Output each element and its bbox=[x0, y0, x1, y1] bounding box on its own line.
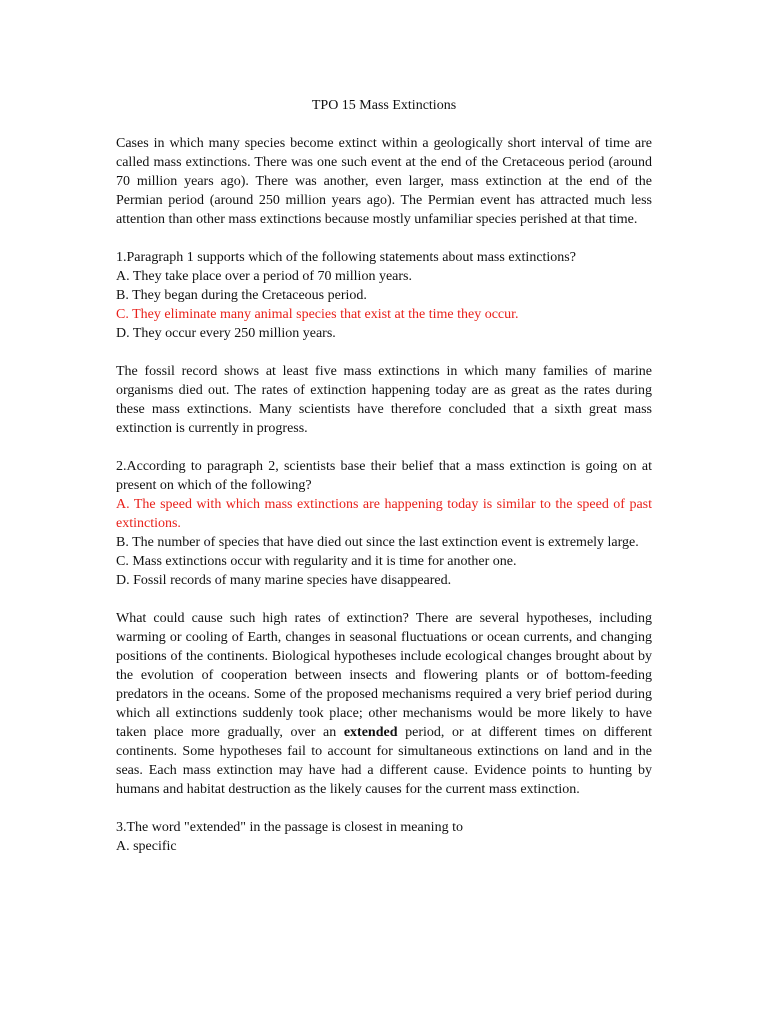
document-title: TPO 15 Mass Extinctions bbox=[311, 98, 457, 113]
question-2 bbox=[116, 457, 652, 590]
question-2-option-d: D. Fossil records of many marine species have disappeared. bbox=[116, 573, 452, 588]
question-1-option-c-correct: C. They eliminate many animal species that exist at the time they occur. bbox=[116, 307, 519, 322]
question-3 bbox=[116, 818, 652, 856]
question-1-option-a: A. They take place over a period of 70 million years. bbox=[116, 269, 412, 284]
question-2-prompt: 2.According to paragraph 2, scientists base their belief that a mass extinction is going on at present on which of the following? bbox=[116, 459, 652, 493]
question-1-option-b: B. They began during the Cretaceous period. bbox=[116, 288, 367, 303]
document-page bbox=[116, 96, 652, 875]
paragraph-2: The fossil record shows at least five mass extinctions in which many families of marine organisms died out. The rates of extinction happening today are as great as the rates during these mass extinctions. Many scientists have therefore concluded that a sixth great mass extinction is currently in progress. bbox=[116, 364, 652, 436]
paragraph-1: Cases in which many species become extinct within a geologically short interval of time are called mass extinctions. There was one such event at the end of the Cretaceous period (around 70 million years ago). There was another, even larger, mass extinction at the end of the Permian period (around 250 million years ago). The Permian event has attracted much less attention than other mass extinctions because mostly unfamiliar species perished at that time. bbox=[116, 136, 652, 227]
question-2-option-c: C. Mass extinctions occur with regularity and it is time for another one. bbox=[116, 554, 517, 569]
question-2-option-a-correct: A. The speed with which mass extinctions are happening today is similar to the speed of past extinctions. bbox=[116, 497, 652, 531]
paragraph-3-text-before: What could cause such high rates of extinction? There are several hypotheses, including warming or cooling of Earth, changes in seasonal fluctuations or ocean currents, and changing positions of the continents. Biological hypotheses include ecological changes brought about by the evolution of cooperation between insects and flowering plants or of bottom-feeding predators in the oceans. Some of the proposed mechanisms required a very brief period during which all extinctions suddenly took place; other mechanisms would be more likely to have taken place more gradually, over an bbox=[116, 611, 652, 740]
question-1-option-d: D. They occur every 250 million years. bbox=[116, 326, 336, 341]
question-2-option-b: B. The number of species that have died out since the last extinction event is extremely large. bbox=[116, 535, 639, 550]
paragraph-3 bbox=[116, 609, 652, 799]
paragraph-3-highlighted-word: extended bbox=[343, 725, 398, 740]
question-3-option-a: A. specific bbox=[116, 839, 177, 854]
question-1-prompt: 1.Paragraph 1 supports which of the following statements about mass extinctions? bbox=[116, 250, 576, 265]
question-3-prompt: 3.The word "extended" in the passage is closest in meaning to bbox=[116, 820, 463, 835]
question-1 bbox=[116, 248, 652, 343]
paragraph-3-text-after: period, or at different times on different continents. Some hypotheses fail to account for simultaneous extinctions on land and in the seas. Each mass extinction may have had a different cause. Evidence points to hunting by humans and habitat destruction as the likely causes for the current mass extinction. bbox=[116, 725, 653, 797]
